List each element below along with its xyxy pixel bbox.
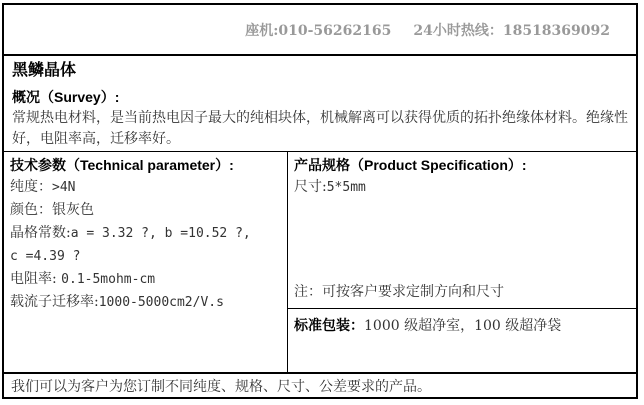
custom-order-note: 我们可以为客户为您订制不同纯度、规格、尺寸、公差要求的产品。 <box>11 378 431 395</box>
packaging-label: 标准包装： <box>294 317 364 333</box>
param-value: a = 3.32 ?, b =10.52 ?, <box>70 226 251 241</box>
packaging-value: 1000 级超净室，100 级超净袋 <box>364 318 562 334</box>
technical-heading: 技术参数（Technical parameter）: <box>10 157 234 173</box>
param-label: 载流子迁移率: <box>10 294 99 310</box>
param-label: 电阻率: <box>10 271 62 287</box>
packaging-cell <box>288 308 636 372</box>
param-value: 1000-5000cm2/V.s <box>98 295 224 310</box>
param-value: 5*5mm <box>326 180 366 195</box>
param-label: 纯度： <box>10 179 52 195</box>
param-value: >4N <box>52 180 76 195</box>
survey-text: 常规热电材料，是当前热电因子最大的纯相块体，机械解离可以获得优质的拓扑绝缘体材料。绝缘性好，电阻率高，迁移率好。 <box>12 110 628 147</box>
param-row-size <box>294 176 630 199</box>
param-row-carrier-mobility <box>10 291 281 314</box>
param-row-lattice-constants <box>10 222 281 245</box>
spec-columns <box>4 152 636 374</box>
param-row-lattice-constants-c <box>10 245 281 268</box>
customization-note: 注：可按客户要求定制方向和尺寸 <box>294 284 504 300</box>
technical-parameters-cell <box>4 152 288 372</box>
product-spec-table <box>2 3 638 399</box>
contact-header <box>4 5 636 56</box>
survey-heading: 概况（Survey）: <box>12 89 120 105</box>
hotline-number: 24小时热线：18518369092 <box>413 22 610 39</box>
param-label: 晶格常数: <box>10 225 71 241</box>
param-label: 尺寸: <box>294 179 327 195</box>
param-row-purity <box>10 176 281 199</box>
product-title: 黑鳞晶体 <box>12 62 77 79</box>
specification-heading: 产品规格（Product Specification）: <box>294 157 527 173</box>
specification-column <box>288 152 636 372</box>
product-specification-cell <box>288 152 636 308</box>
landline-number: 座机:010-56262165 <box>245 22 392 39</box>
param-label: 颜色： <box>10 202 52 218</box>
param-value: 0.1-5mohm-cm <box>61 272 156 287</box>
overview-section <box>4 56 636 152</box>
param-row-resistivity <box>10 268 281 291</box>
param-value: c =4.39 ? <box>10 249 81 264</box>
param-row-color <box>10 199 281 222</box>
param-value: 银灰色 <box>52 202 94 218</box>
spec-spacer <box>294 199 630 281</box>
